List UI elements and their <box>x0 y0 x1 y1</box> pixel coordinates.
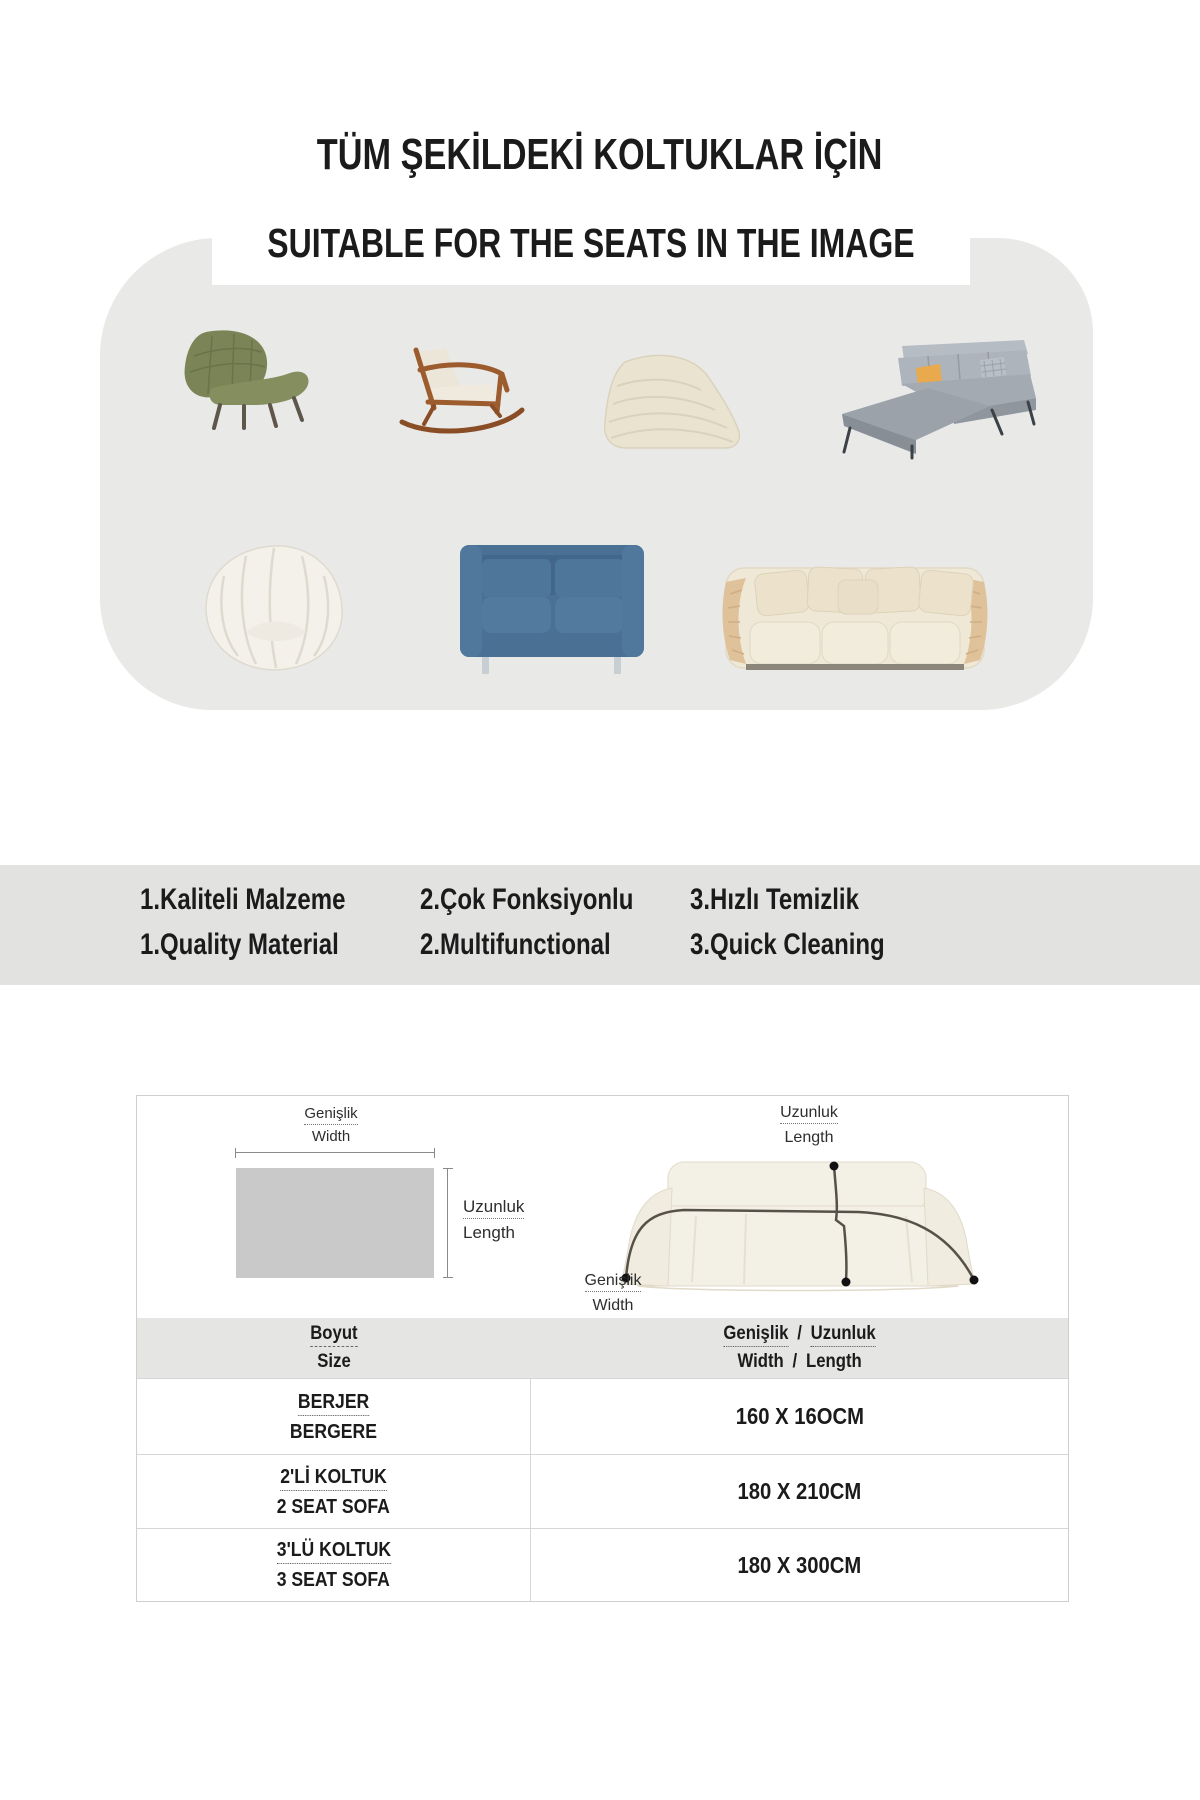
cream-three-seat-sofa-icon <box>720 538 990 685</box>
page-title-text: TÜM ŞEKİLDEKİ KOLTUKLAR İÇİN <box>317 130 883 179</box>
covered-sofa-diagram <box>606 1146 991 1296</box>
length-measure-line <box>447 1168 448 1278</box>
green-armchair-icon <box>172 328 317 430</box>
feature-quality <box>140 883 397 962</box>
features-band <box>0 865 1200 985</box>
feature-quality-tr: 1.Kaliteli Malzeme <box>140 883 346 916</box>
rocking-chair-icon <box>386 346 534 434</box>
subtitle-band <box>212 202 970 285</box>
size-table-header-size: Boyut Size <box>310 1323 358 1372</box>
sofa-length-label: Uzunluk Length <box>780 1104 838 1146</box>
throw-width-label: Genişlik Width <box>304 1105 358 1145</box>
row-name-2-seat: 2'Lİ KOLTUK 2 SEAT SOFA <box>137 1455 531 1528</box>
subtitle-text: SUITABLE FOR THE SEATS IN THE IMAGE <box>267 220 915 266</box>
pumpkin-lounge-chair-icon <box>198 536 350 674</box>
page-title <box>0 130 1200 180</box>
table-row-3-seat <box>137 1528 1068 1601</box>
table-row-bergere <box>137 1378 1068 1454</box>
feature-multifunctional-tr: 2.Çok Fonksiyonlu <box>420 883 634 916</box>
fabric-swatch <box>236 1168 434 1278</box>
row-name-bergere: BERJER BERGERE <box>137 1379 531 1454</box>
gray-sectional-sofa-icon <box>832 340 1037 460</box>
table-row-2-seat <box>137 1454 1068 1528</box>
row-size-bergere: 160 X 16OCM <box>735 1403 864 1429</box>
size-table-header-dimensions: Genişlik / Uzunluk Width / Length <box>723 1323 876 1372</box>
size-guide-panel <box>136 1095 1069 1602</box>
feature-cleaning <box>690 883 933 962</box>
blue-two-seat-sofa-icon <box>456 531 648 678</box>
feature-cleaning-en: 3.Quick Cleaning <box>690 928 885 961</box>
width-measure-line <box>235 1152 435 1153</box>
throw-length-label: Uzunluk Length <box>463 1197 525 1242</box>
row-name-3-seat: 3'LÜ KOLTUK 3 SEAT SOFA <box>137 1529 531 1601</box>
row-size-2-seat: 180 X 210CM <box>737 1478 862 1504</box>
sofa-width-label: Genişlik Width <box>584 1272 642 1314</box>
togo-lounge-chair-icon <box>597 352 747 454</box>
feature-multifunctional-en: 2.Multifunctional <box>420 928 611 961</box>
feature-cleaning-tr: 3.Hızlı Temizlik <box>690 883 859 916</box>
size-table-header <box>137 1318 1068 1378</box>
feature-multifunctional <box>420 883 687 962</box>
row-size-3-seat: 180 X 300CM <box>737 1551 862 1578</box>
feature-quality-en: 1.Quality Material <box>140 928 339 961</box>
